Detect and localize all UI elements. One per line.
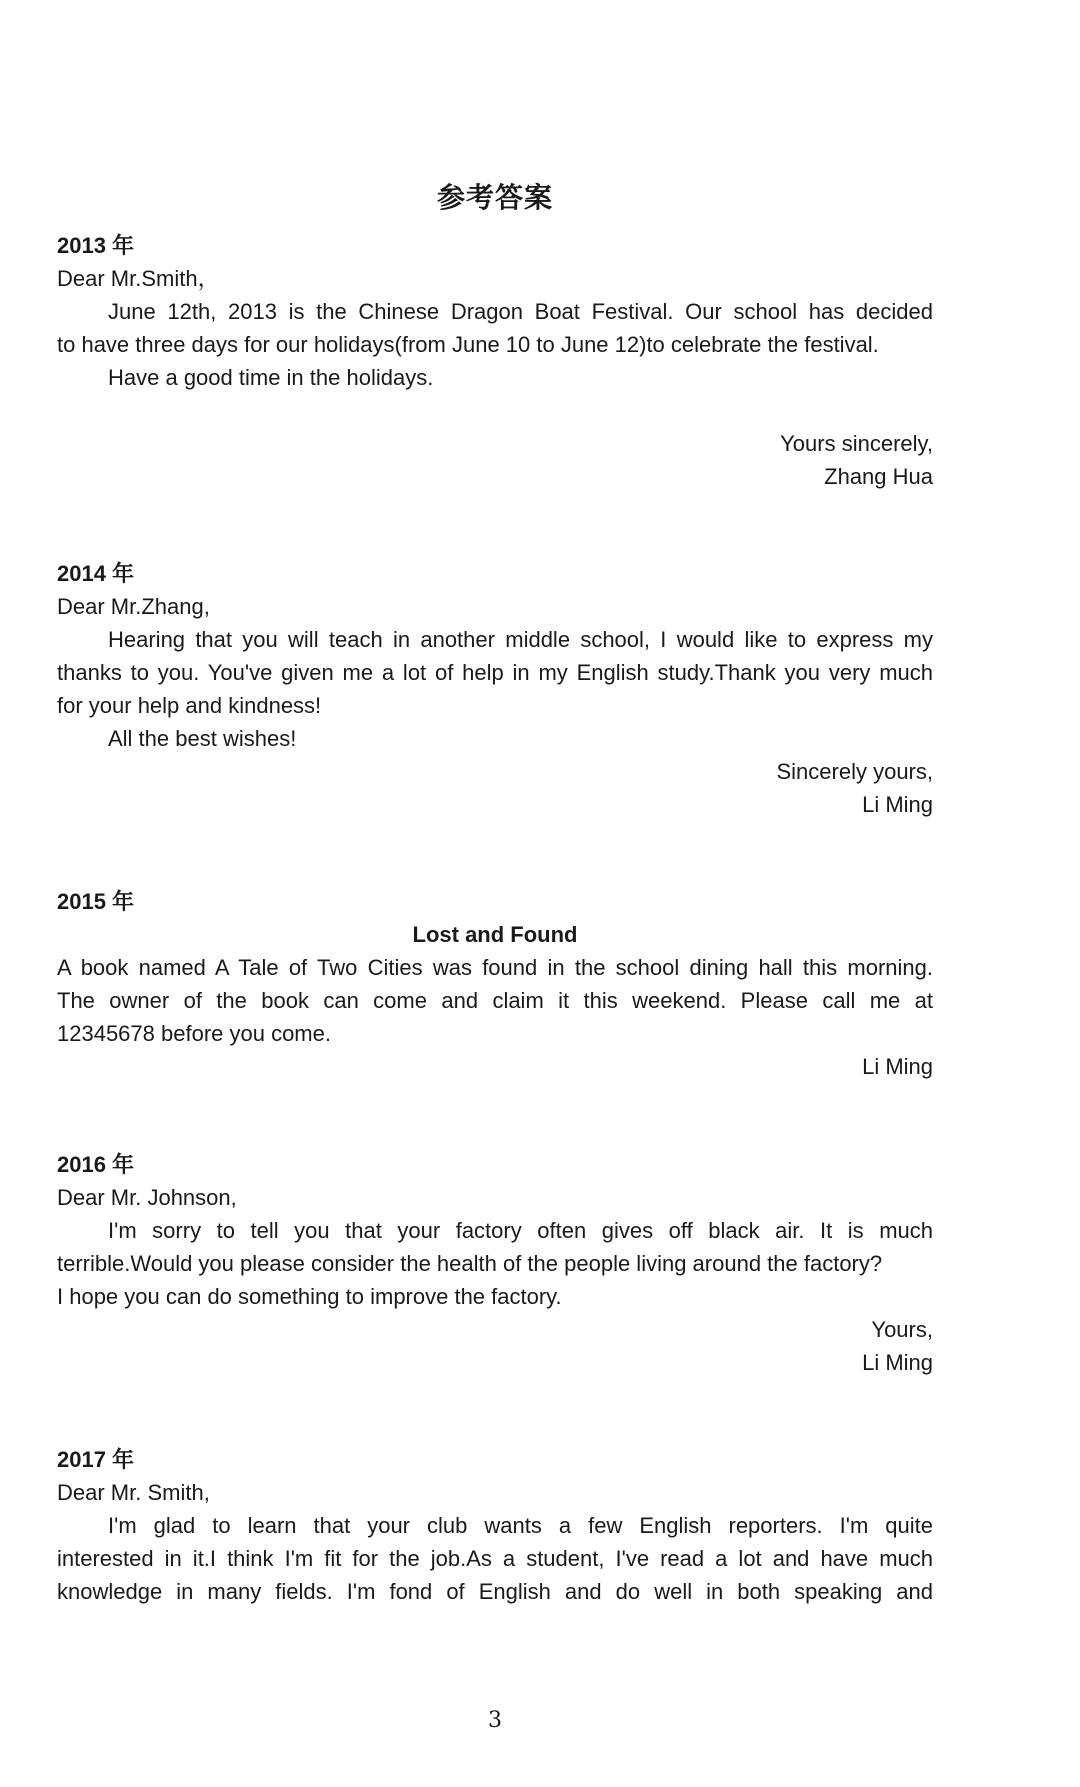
section-2016 [57,1148,933,1379]
letter-body-line: for your help and kindness! [57,693,322,718]
page-title: 参考答案 [436,181,553,214]
letter-signature: Li Ming [862,792,933,817]
letter-body-line: Have a good time in the holidays. [108,365,434,390]
letter-signature: Zhang Hua [824,464,933,489]
letter-greeting: Dear Mr.Zhang, [57,594,210,619]
letter-body-line: Hearing that you will teach in another middle school, I would like to express my [108,627,933,652]
year-heading: 2017 年 [57,1447,135,1472]
letter-body-line: All the best wishes! [108,726,297,751]
year-heading: 2014 年 [57,561,135,586]
letter-body-line: interested in it.I think I'm fit for the job.As a student, I've read a lot and have much [57,1546,933,1571]
year-heading: 2013 年 [57,233,135,258]
letter-greeting: Dear Mr.Smith， [57,266,220,291]
letter-body-line: I hope you can do something to improve the factory. [57,1284,562,1309]
section-2014 [57,557,933,821]
year-heading: 2016 年 [57,1152,135,1177]
letter-body-line: to have three days for our holidays(from June 10 to June 12)to celebrate the festival. [57,332,879,357]
letter-body-line: knowledge in many fields. I'm fond of English and do well in both speaking and [57,1579,933,1604]
notice-heading: Lost and Found [412,922,578,947]
letter-closing: Sincerely yours, [776,759,933,784]
year-heading: 2015 年 [57,889,135,914]
notice-body-line: A book named A Tale of Two Cities was found in the school dining hall this morning. [57,955,933,980]
letter-body-line: I'm glad to learn that your club wants a few English reporters. I'm quite [108,1513,933,1538]
letter-body-line: terrible.Would you please consider the health of the people living around the factory? [57,1251,883,1276]
letter-closing: Yours, [871,1317,933,1342]
letter-body-line: June 12th, 2013 is the Chinese Dragon Boat Festival. Our school has decided [108,299,933,324]
notice-signature: Li Ming [862,1054,933,1079]
notice-body-line: 12345678 before you come. [57,1021,331,1046]
letter-greeting: Dear Mr. Johnson, [57,1185,237,1210]
section-2017 [57,1443,933,1608]
notice-body-line: The owner of the book can come and claim it this weekend. Please call me at [57,988,933,1013]
letter-body-line: I'm sorry to tell you that your factory often gives off black air. It is much [108,1218,933,1243]
letter-closing: Yours sincerely, [780,431,933,456]
letter-body-line: thanks to you. You've given me a lot of help in my English study.Thank you very much [57,660,933,685]
section-2013 [57,229,933,493]
letter-signature: Li Ming [862,1350,933,1375]
section-2015 [57,885,933,1083]
page-number: 3 [488,1708,502,1733]
letter-greeting: Dear Mr. Smith, [57,1480,210,1505]
